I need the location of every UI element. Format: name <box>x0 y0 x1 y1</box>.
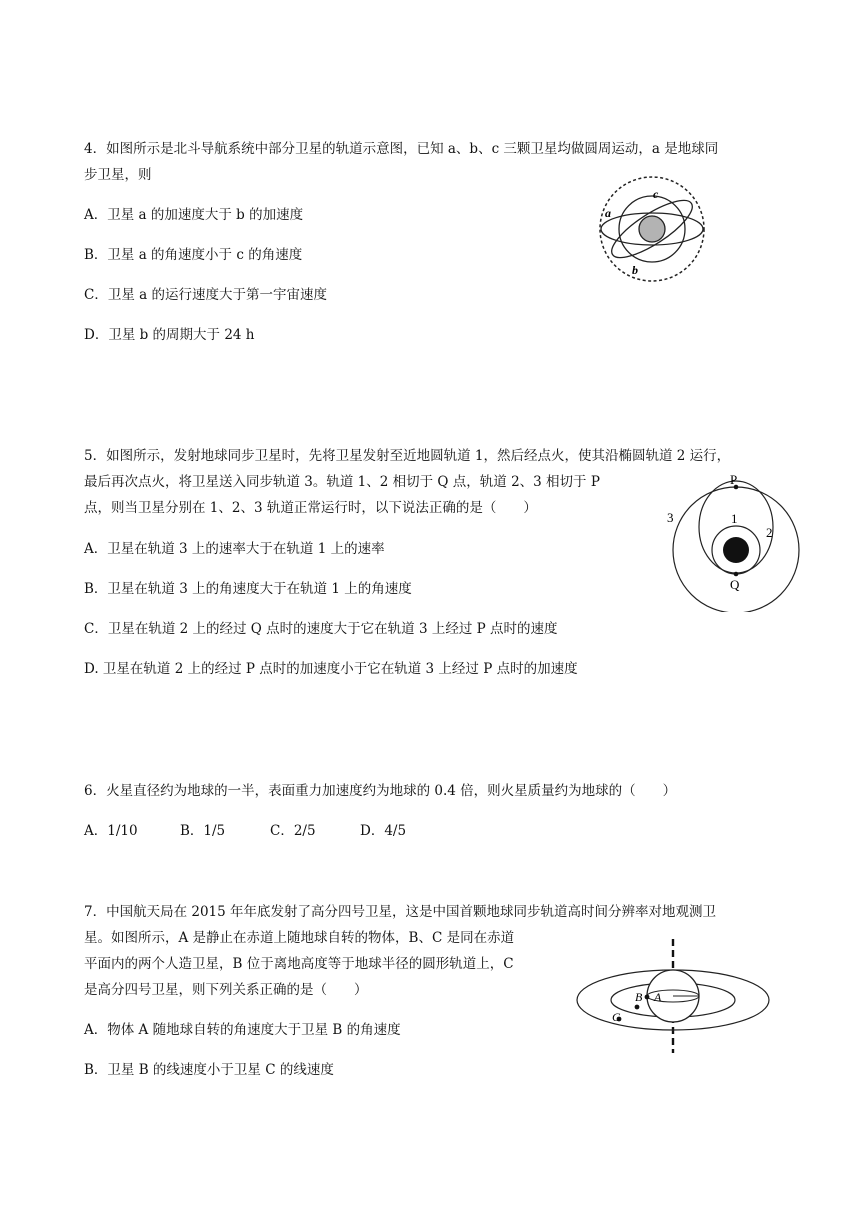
q5-option-a: A．卫星在轨道 3 上的速率大于在轨道 1 上的速率 <box>84 541 385 557</box>
q7-label-b: B <box>635 990 643 1004</box>
q4-option-a: A．卫星 a 的加速度大于 b 的加速度 <box>84 207 304 223</box>
q5-stem-line-3: 点，则当卫星分别在 1、2、3 轨道正常运行时，以下说法正确的是（ ） <box>84 500 537 516</box>
q6-option-a: A．1/10 <box>84 823 138 839</box>
earth-icon <box>723 537 749 563</box>
earth-icon <box>639 216 665 242</box>
q4-option-c: C．卫星 a 的运行速度大于第一宇宙速度 <box>84 287 327 303</box>
q7-label-c: C <box>612 1010 621 1024</box>
q7-stem-line-2: 星。如图所示，A 是静止在赤道上随地球自转的物体，B、C 是同在赤道 <box>84 930 515 946</box>
q4-label-c: c <box>653 187 659 201</box>
q5-stem-line-2: 最后再次点火，将卫星送入同步轨道 3。轨道 1、2 相切于 Q 点，轨道 2、3 相切于 P <box>84 474 600 490</box>
q5-orbit-diagram <box>662 472 812 612</box>
q4-option-d: D．卫星 b 的周期大于 24 h <box>84 327 255 343</box>
q4-stem-line-1: 4．如图所示是北斗导航系统中部分卫星的轨道示意图，已知 a、b、c 三颗卫星均做圆周运动，a 是地球同 <box>84 141 719 157</box>
q6-option-c: C．2/5 <box>270 823 316 839</box>
q6-stem: 6．火星直径约为地球的一半，表面重力加速度约为地球的 0.4 倍，则火星质量约为地球的（ ） <box>84 783 677 799</box>
q7-stem-line-1: 7．中国航天局在 2015 年年底发射了高分四号卫星，这是中国首颗地球同步轨道高时间分辨率对地观测卫 <box>84 904 717 920</box>
q7-label-a: A <box>654 990 662 1004</box>
q5-label-1: 1 <box>731 511 738 526</box>
q5-label-2: 2 <box>766 525 773 540</box>
q5-option-d: D. 卫星在轨道 2 上的经过 P 点时的加速度小于它在轨道 3 上经过 P 点时的加速度 <box>84 661 578 677</box>
q4-option-b: B．卫星 a 的角速度小于 c 的角速度 <box>84 247 303 263</box>
q7-option-a: A．物体 A 随地球自转的角速度大于卫星 B 的角速度 <box>84 1022 401 1038</box>
q4-stem-line-2: 步卫星，则 <box>84 167 152 183</box>
q6-option-b: B．1/5 <box>180 823 226 839</box>
q7-stem-line-3: 平面内的两个人造卫星，B 位于离地高度等于地球半径的圆形轨道上，C <box>84 956 514 972</box>
point-a-marker <box>645 995 650 1000</box>
q4-orbit-diagram <box>595 175 713 283</box>
q7-orbit-diagram <box>575 935 775 1057</box>
point-q-marker <box>734 572 739 577</box>
q5-option-c: C．卫星在轨道 2 上的经过 Q 点时的速度大于它在轨道 3 上经过 P 点时的速度 <box>84 621 558 637</box>
q5-label-p: P <box>730 472 738 487</box>
point-b-marker <box>635 1005 640 1010</box>
q7-stem-line-4: 是高分四号卫星，则下列关系正确的是（ ） <box>84 982 368 998</box>
q5-label-3: 3 <box>667 510 674 525</box>
q5-label-q: Q <box>730 577 740 592</box>
q6-option-d: D．4/5 <box>360 823 407 839</box>
q4-label-b: b <box>632 263 638 277</box>
q5-option-b: B．卫星在轨道 3 上的角速度大于在轨道 1 上的角速度 <box>84 581 412 597</box>
q4-label-a: a <box>605 206 611 220</box>
q5-stem-line-1: 5．如图所示，发射地球同步卫星时，先将卫星发射至近地圆轨道 1，然后经点火，使其沿椭圆轨道 2 运行， <box>84 448 731 464</box>
q7-option-b: B．卫星 B 的线速度小于卫星 C 的线速度 <box>84 1062 334 1078</box>
